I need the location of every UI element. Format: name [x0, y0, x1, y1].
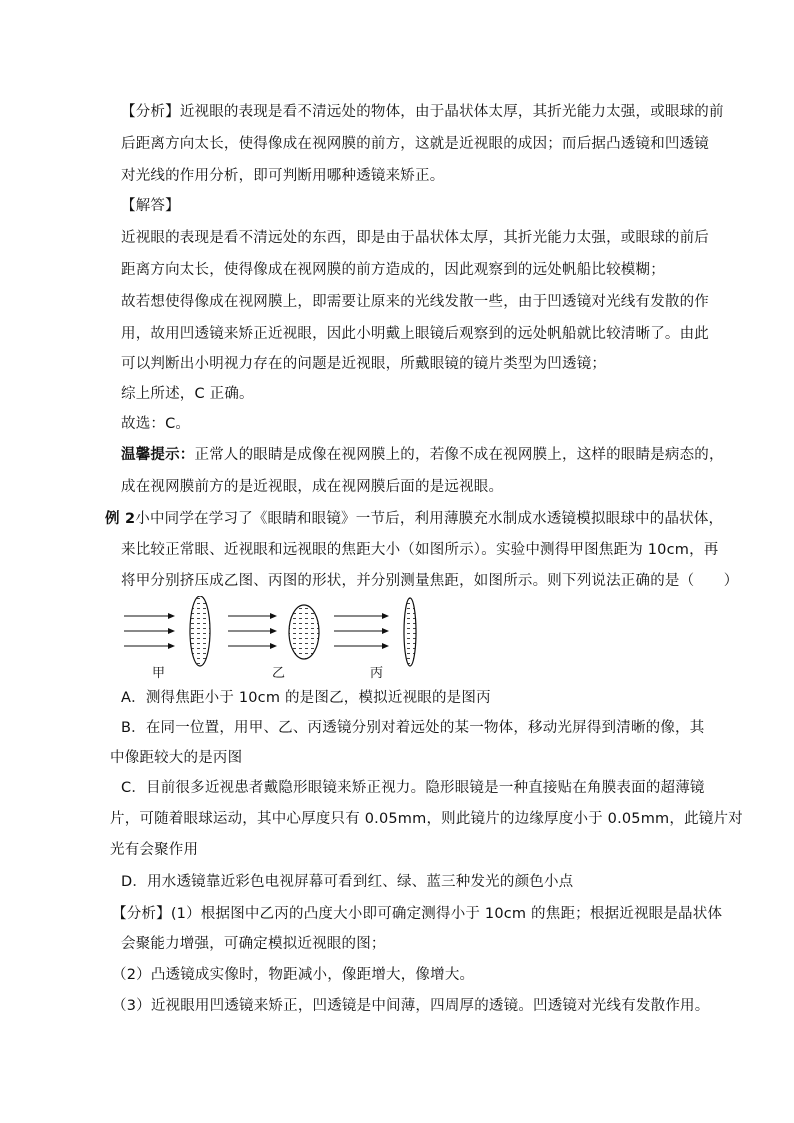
answer-p1-line-2: 距离方向太长，使得像成在视网膜的前方造成的，因此观察到的远处帆船比较模糊；: [121, 262, 665, 278]
option-d: D．用水透镜靠近彩色电视屏幕可看到红、绿、蓝三种发光的颜色小点: [121, 874, 574, 890]
analysis-line-3: 对光线的作用分析，即可判断用哪种透镜来矫正。: [121, 168, 445, 184]
analysis2-line-4: （3）近视眼用凹透镜来矫正，凹透镜是中间薄，四周厚的透镜。凹透镜对光线有发散作用。: [112, 998, 710, 1014]
rays-bing: [334, 616, 388, 646]
figure-label-bing: 丙: [370, 666, 384, 681]
rays-jia: [124, 616, 174, 646]
analysis2-line-1: 【分析】(1）根据图中乙丙的凸度大小即可确定测得小于 10cm 的焦距；根据近视眼是晶状体: [112, 906, 723, 922]
example-line-1: 例 2小中同学在学习了《眼睛和眼镜》一节后，利用薄膜充水制成水透镜模拟眼球中的晶状体，: [105, 511, 724, 527]
answer-choice: 故选：C。: [121, 416, 191, 432]
analysis-tag: 【分析】: [121, 104, 180, 120]
analysis2-line-2: 会聚能力增强，可确定模拟近视眼的图；: [121, 936, 386, 952]
option-c-line-1: C．目前很多近视患者戴隐形眼镜来矫正视力。隐形眼镜是一种直接贴在角膜表面的超薄镜: [121, 780, 705, 796]
analysis2-line-3: （2）凸透镜成实像时，物距减小，像距增大，像增大。: [112, 967, 475, 983]
option-b-line-2: 中像距较大的是丙图: [110, 750, 243, 766]
lens-bing: [404, 598, 416, 666]
lens-jia: [190, 596, 210, 666]
rays-yi: [228, 616, 276, 646]
tip-tag: 温馨提示：: [121, 447, 195, 463]
lens-yi: [289, 605, 319, 659]
example-tag: 例 2: [105, 511, 136, 527]
tip-line-1: 温馨提示：正常人的眼睛是成像在视网膜上的，若像不成在视网膜上，这样的眼睛是病态的，: [121, 447, 724, 463]
answer-p2-line-2: 用，故用凹透镜来矫正近视眼，因此小明戴上眼镜后观察到的远处帆船就比较清晰了。由此: [121, 326, 709, 342]
option-b-line-1: B．在同一位置，用甲、乙、丙透镜分别对着远处的某一物体，移动光屏得到清晰的像，其: [121, 720, 705, 736]
example-line-3: 将甲分别挤压成乙图、丙图的形状，并分别测量焦距，如图所示。则下列说法正确的是（ ）: [121, 573, 739, 589]
analysis-line-2: 后距离方向太长，使得像成在视网膜的前方，这就是近视眼的成因；而后据凸透镜和凹透镜: [121, 136, 709, 152]
answer-p2-line-3: 可以判断出小明视力存在的问题是近视眼，所戴眼镜的镜片类型为凹透镜；: [121, 356, 607, 372]
answer-p2-line-1: 故若想使得像成在视网膜上，即需要让原来的光线发散一些，由于凹透镜对光线有发散的作: [121, 294, 709, 310]
example-line-2: 来比较正常眼、近视眼和远视眼的焦距大小（如图所示）。实验中测得甲图焦距为 10cm，再: [121, 542, 719, 558]
tip-line-2: 成在视网膜前方的是近视眼，成在视网膜后面的是远视眼。: [121, 479, 504, 495]
analysis-line-1: 【分析】近视眼的表现是看不清远处的物体，由于晶状体太厚，其折光能力太强，或眼球的前: [121, 104, 724, 120]
figure-label-yi: 乙: [272, 666, 286, 681]
answer-p1-line-1: 近视眼的表现是看不清远处的东西，即是由于晶状体太厚，其折光能力太强，或眼球的前后: [121, 230, 709, 246]
figure-label-jia: 甲: [152, 666, 166, 681]
answer-summary: 综上所述，C 正确。: [121, 386, 254, 402]
analysis2-tag: 【分析】: [112, 906, 171, 922]
option-c-line-3: 光有会聚作用: [110, 842, 199, 858]
option-c-line-2: 片，可随着眼球运动，其中心厚度只有 0.05mm，则此镜片的边缘厚度小于 0.05mm，此镜片对: [110, 811, 743, 827]
answer-tag: 【解答】: [121, 198, 180, 214]
option-a: A．测得焦距小于 10cm 的是图乙，模拟近视眼的是图丙: [121, 690, 491, 706]
